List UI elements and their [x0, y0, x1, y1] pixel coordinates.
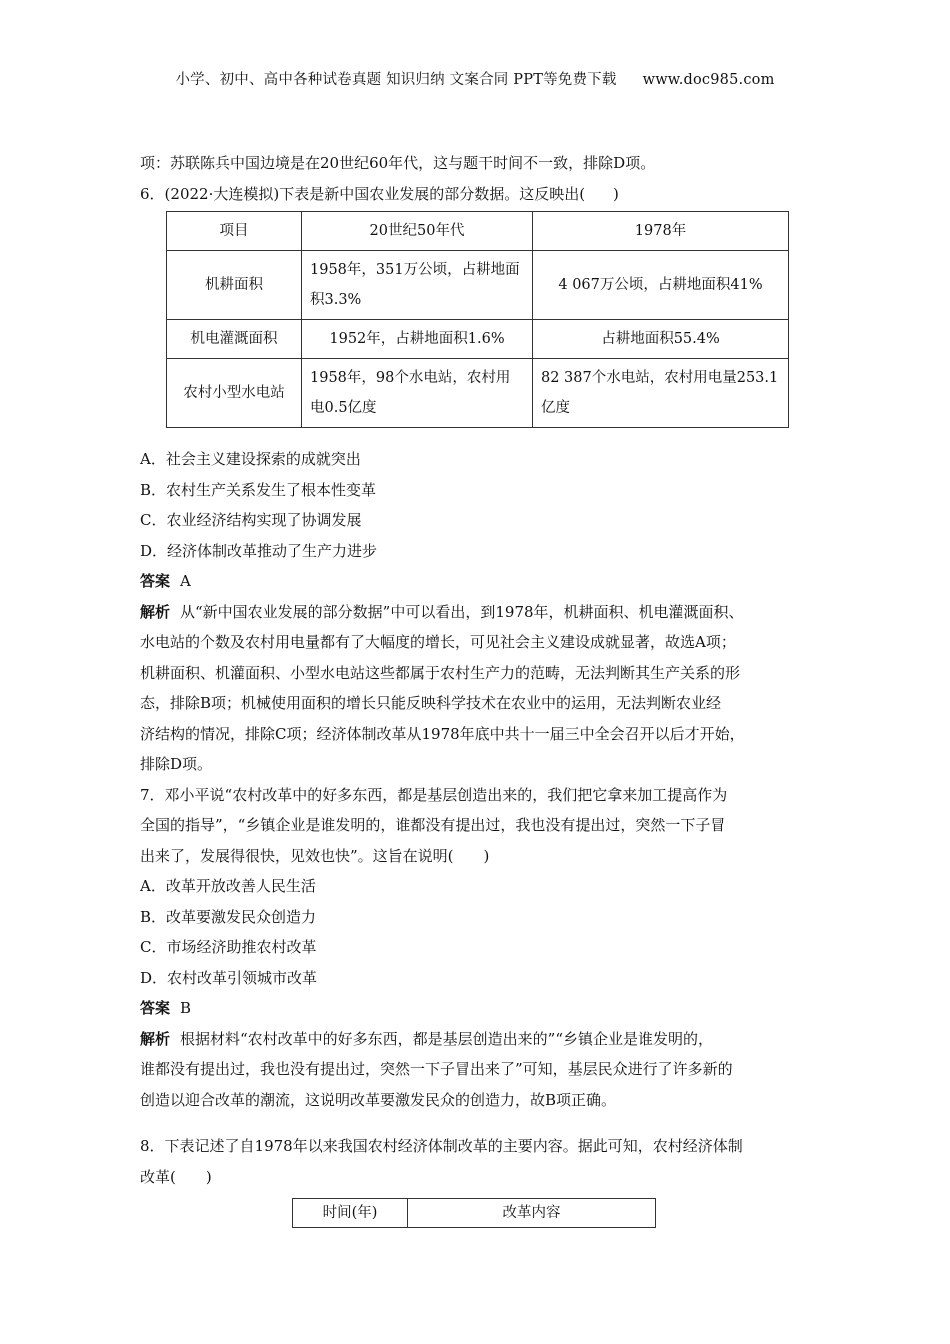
q6-option-d: D．经济体制改革推动了生产力进步: [140, 541, 378, 560]
q7-option-a: A．改革开放改善人民生活: [140, 877, 316, 895]
previous-analysis-tail: 项：苏联陈兵中国边境是在20世纪60年代，这与题干时间不一致，排除D项。: [140, 154, 656, 172]
header-text: 小学、初中、高中各种试卷真题 知识归纳 文案合同 PPT等免费下载: [175, 72, 617, 88]
table-cell: 82 387个水电站，农村用电量253.1亿度: [533, 359, 789, 428]
analysis-label: 解析: [140, 1029, 171, 1048]
q7-stem-line: 7．邓小平说“农村改革中的好多东西，都是基层创造出来的，我们把它拿来加工提高作为: [140, 785, 728, 804]
analysis-label: 解析: [140, 602, 171, 621]
q6-analysis-line: 济结构的情况，排除C项；经济体制改革从1978年底中共十一届三中全会召开以后才开始，: [140, 724, 745, 743]
q6-table: [166, 211, 789, 428]
page-header: [0, 68, 950, 89]
table-cell: 1952年，占耕地面积1.6%: [302, 320, 533, 359]
q6-analysis-line: [140, 597, 818, 628]
table-header-cell: 20世纪50年代: [302, 212, 533, 251]
analysis-text: 根据材料“农村改革中的好多东西，都是基层创造出来的”“乡镇企业是谁发明的，: [180, 1029, 714, 1048]
table-cell: 机电灌溉面积: [167, 320, 302, 359]
q6-analysis-line: 机耕面积、机灌面积、小型水电站这些都属于农村生产力的范畴，无法判断其生产关系的形: [140, 663, 741, 682]
table-cell: 机耕面积: [167, 251, 302, 320]
q7-analysis-line: [140, 1024, 818, 1055]
spacer: [140, 1115, 818, 1131]
q7-analysis-line: 谁都没有提出过，我也没有提出过，突然一下子冒出来了”可知，基层民众进行了许多新的: [140, 1060, 733, 1078]
q6-analysis-line: 态，排除B项；机械使用面积的增长只能反映科学技术在农业中的运用，无法判断农业经: [140, 694, 722, 712]
table-cell: 1958年，98个水电站，农村用电0.5亿度: [302, 359, 533, 428]
q6-analysis-line: 水电站的个数及农村用电量都有了大幅度的增长，可见社会主义建设成就显著，故选A项；: [140, 633, 736, 651]
q6-stem-text: 6．(2022·大连模拟)下表是新中国农业发展的部分数据。这反映出(: [140, 184, 586, 203]
q7-stem-line: 全国的指导”，“乡镇企业是谁发明的，谁都没有提出过，我也没有提出过，突然一下子冒: [140, 816, 726, 834]
q7-option-b: B．改革要激发民众创造力: [140, 907, 317, 926]
table-cell: 农村小型水电站: [167, 359, 302, 428]
page-content: [140, 148, 818, 1228]
table-header-row: [293, 1199, 656, 1228]
answer-value: A: [180, 572, 191, 590]
q6-analysis-line: 排除D项。: [140, 755, 213, 773]
q6-answer: [140, 566, 818, 597]
table-cell: 4 067万公顷，占耕地面积41%: [533, 251, 789, 320]
q7-stem-line: 出来了，发展得很快，见效也快”。这旨在说明( ): [140, 846, 490, 865]
q6-stem: [140, 179, 818, 210]
q6-option-a: A．社会主义建设探索的成就突出: [140, 450, 361, 468]
q7-analysis-line: 创造以迎合改革的潮流，这说明改革要激发民众的创造力，故B项正确。: [140, 1090, 617, 1109]
table-header-cell: 时间(年): [293, 1199, 408, 1228]
table-header-cell: 项目: [167, 212, 302, 251]
q6-stem-close: ): [613, 184, 619, 203]
q8-table: [292, 1198, 656, 1228]
q7-option-d: D．农村改革引领城市改革: [140, 968, 318, 987]
table-header-cell: 1978年: [533, 212, 789, 251]
q6-option-c: C．农业经济结构实现了协调发展: [140, 511, 362, 529]
table-row: [167, 320, 789, 359]
q6-option-b: B．农村生产关系发生了根本性变革: [140, 480, 377, 499]
answer-value: B: [180, 999, 192, 1017]
q8-stem-line: 8．下表记述了自1978年以来我国农村经济体制改革的主要内容。据此可知，农村经济体制: [140, 1137, 743, 1155]
table-header-cell: 改革内容: [408, 1199, 656, 1228]
table-cell: 占耕地面积55.4%: [533, 320, 789, 359]
table-cell: 1958年，351万公顷，占耕地面积3.3%: [302, 251, 533, 320]
table-row: [167, 359, 789, 428]
q8-stem-line: 改革( ): [140, 1167, 212, 1186]
table-row: [167, 251, 789, 320]
answer-label: 答案: [140, 999, 171, 1017]
q7-option-c: C．市场经济助推农村改革: [140, 938, 317, 956]
table-header-row: [167, 212, 789, 251]
header-site-link[interactable]: www.doc985.com: [642, 72, 775, 88]
q7-answer: [140, 993, 818, 1024]
analysis-text: 从“新中国农业发展的部分数据”中可以看出，到1978年，机耕面积、机电灌溉面积、: [180, 602, 744, 621]
answer-label: 答案: [140, 572, 171, 590]
